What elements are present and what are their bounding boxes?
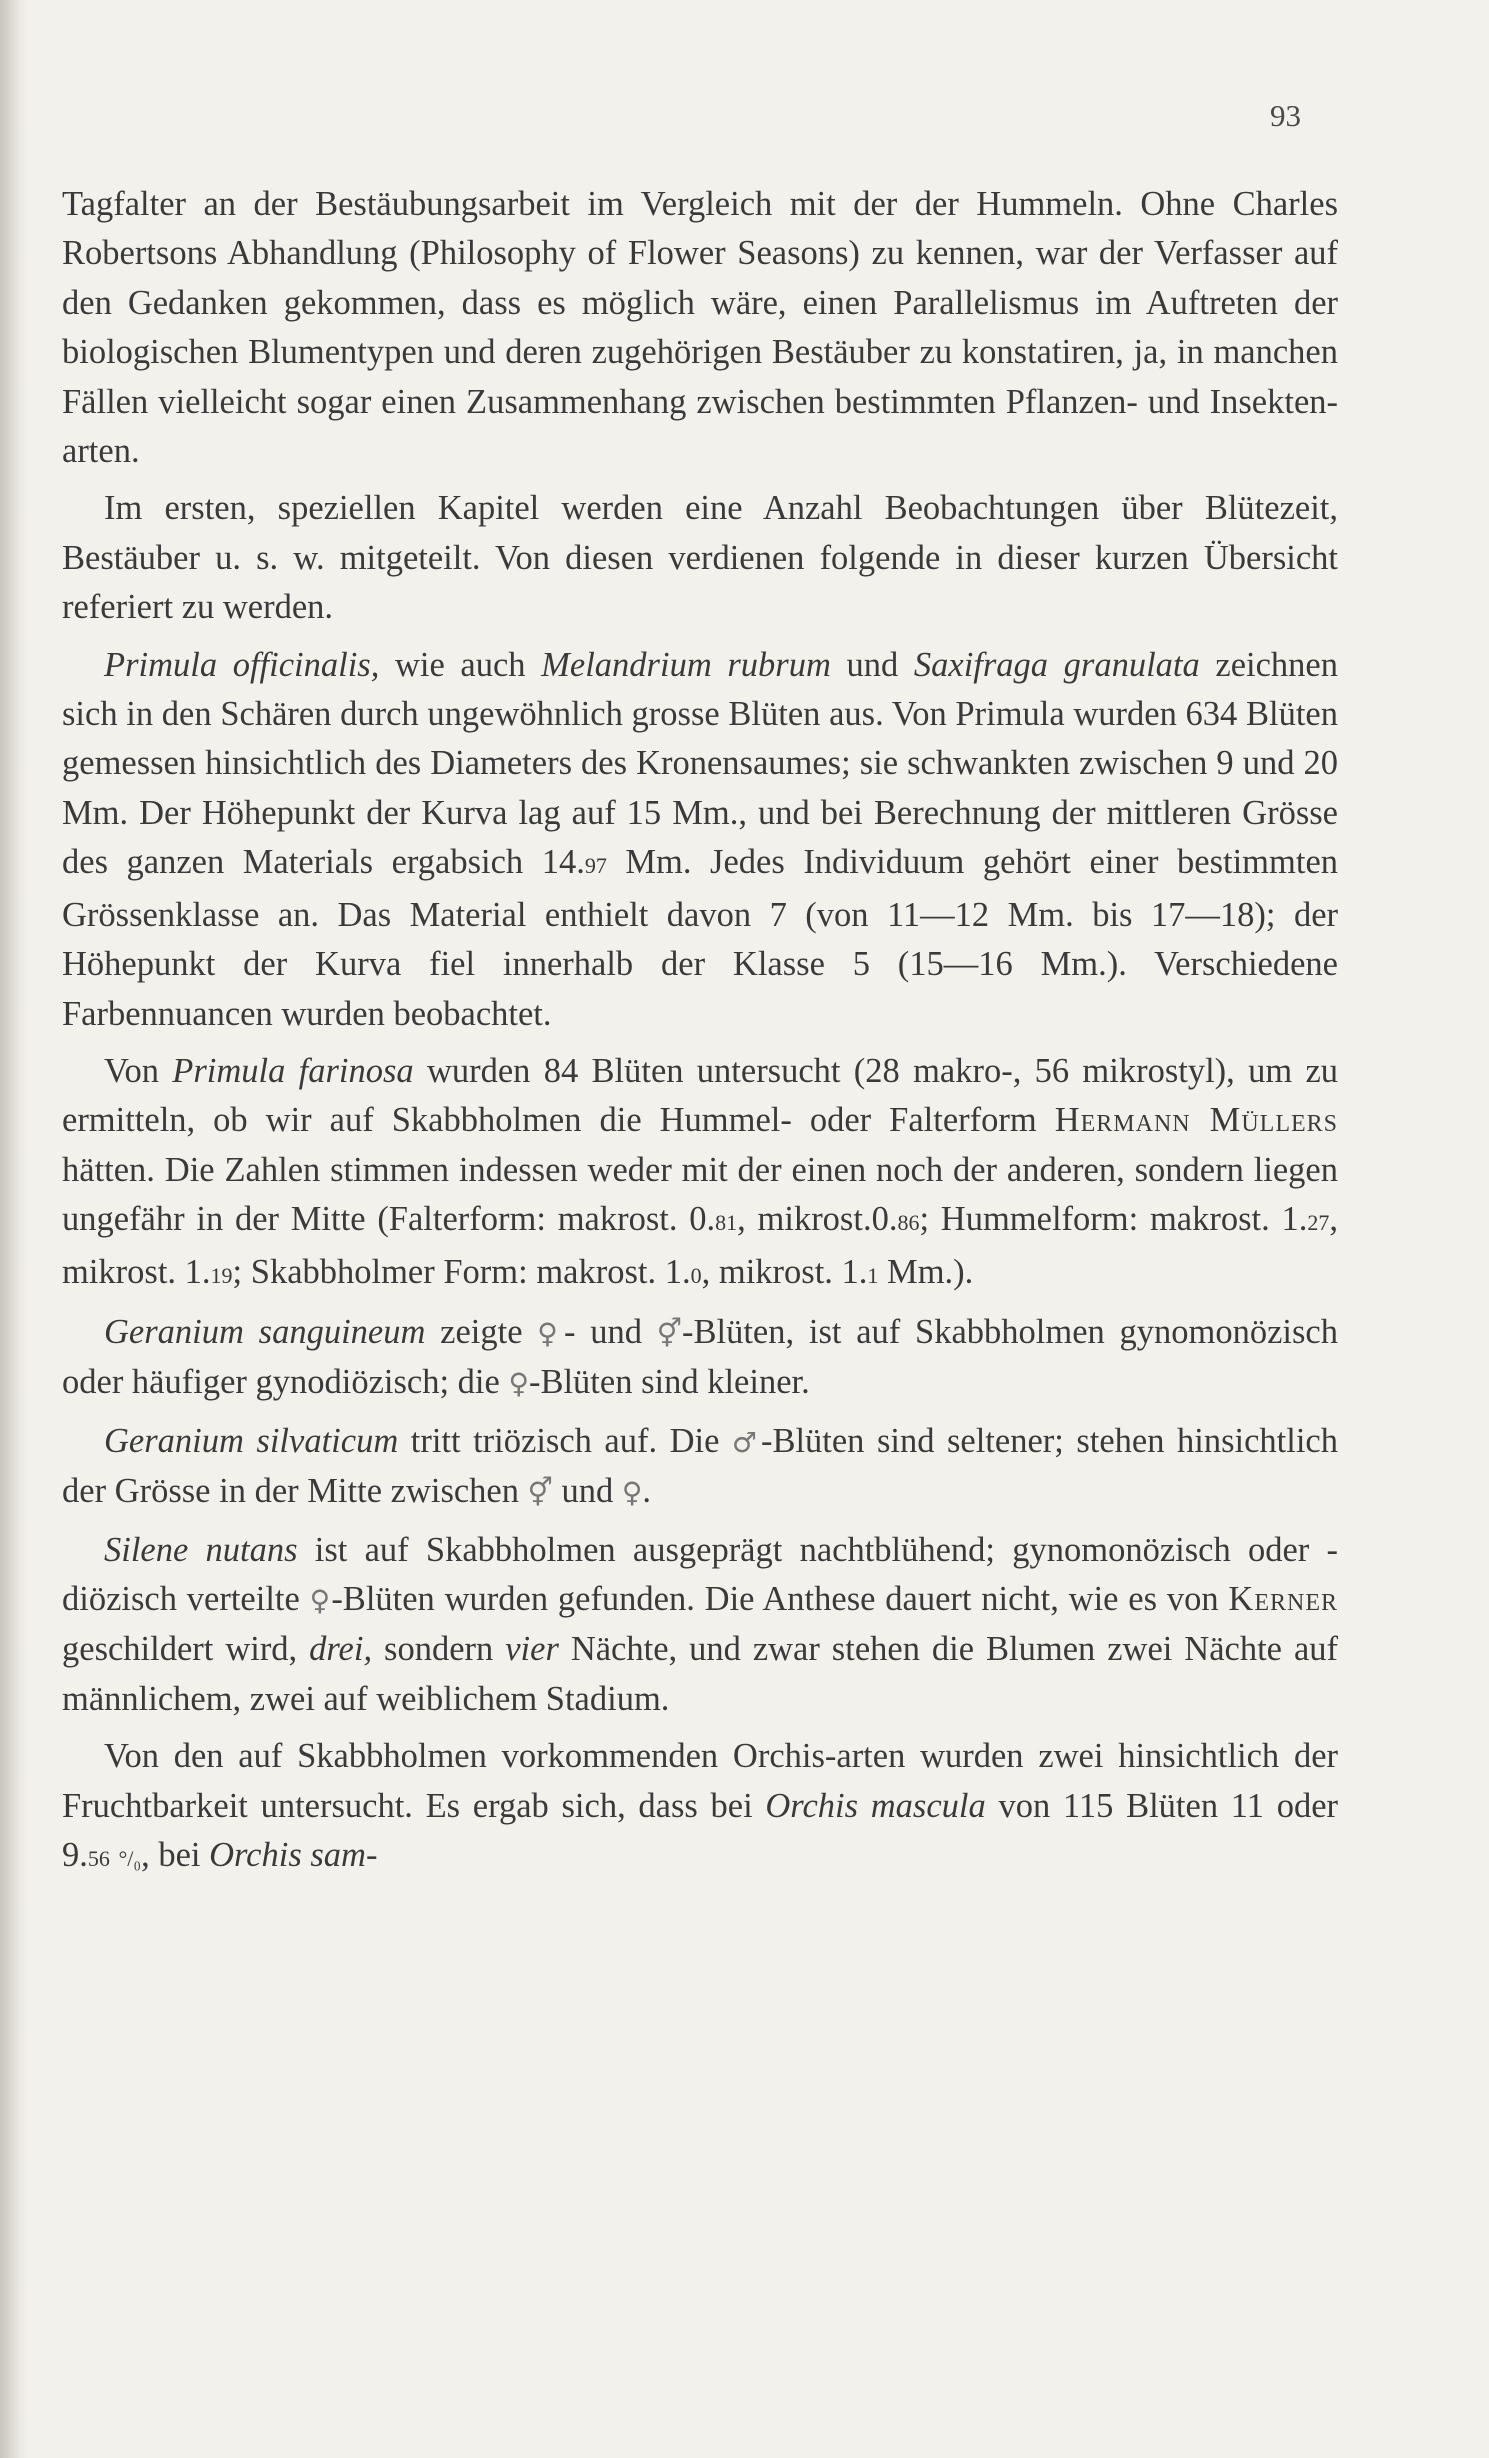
paragraph-5	[62, 1308, 1338, 1409]
paragraph-4	[62, 1047, 1338, 1300]
text-run: und	[830, 645, 914, 684]
text-run: -Blüten sind kleiner.	[528, 1363, 810, 1402]
female-symbol-icon: ♀	[621, 1476, 643, 1510]
text-run: Mm.).	[878, 1252, 974, 1291]
text-run: zeigte	[425, 1312, 538, 1351]
text-run: zeichnen sich in den Schären durch ungewöhnlich grosse Blüten aus. Von Primula wurden 634 Blüten gemessen hinsichtlich des Diameters des Kronensaumes; sie schwankten zwischen 9 und 20 Mm. Der Höhepunkt der Kurva lag auf 15 Mm., und bei Berechnung der mittleren Grösse des ganzen Materials ergabsich 14.	[62, 645, 1338, 882]
text-run: , mikrost. 1.	[701, 1252, 868, 1291]
decimal-digits: 19	[210, 1262, 233, 1288]
male-symbol-icon: ♂	[731, 1425, 761, 1459]
text-run: geschildert wird,	[62, 1630, 310, 1669]
female-symbol-icon: ♀	[537, 1316, 564, 1350]
text-run: , bei	[141, 1836, 210, 1874]
text-run: Von	[104, 1051, 173, 1090]
decimal-digits: 56	[87, 1846, 110, 1871]
paragraph-8	[62, 1732, 1338, 1883]
female-symbol-icon: ♀	[309, 1583, 332, 1617]
text-run: Mm. Jedes Individuum gehört einer bestimmten Grössenklasse an. Das Material enthielt davon 7 (von 11—12 Mm. bis 17—18); der Höhepunkt der Kurva fiel innerhalb der Klasse 5 (15—16 Mm.). Verschiedene Farbennuancen wurden beobachtet.	[62, 843, 1339, 1033]
species-name: Saxifraga granulata	[913, 645, 1200, 684]
body-text	[62, 180, 1338, 1891]
paragraph-2: Im ersten, speziellen Kapitel werden eine Anzahl Beobachtungen über Blütezeit, Bestäuber u. s. w. mitgeteilt. Von diesen verdienen folgende in dieser kurzen Übersicht referiert zu werden.	[62, 489, 1338, 627]
species-name: Orchis mascula	[765, 1786, 986, 1825]
text-run	[110, 1836, 119, 1874]
text-run: Nächte, und zwar stehen die Blumen zwei Nächte auf männlichem, zwei auf weiblichem Stadium.	[62, 1630, 1338, 1718]
emphasis: drei,	[309, 1630, 373, 1669]
species-name: Geranium silvaticum	[104, 1421, 399, 1460]
paragraph-1: Tagfalter an der Bestäubungsarbeit im Vergleich mit der der Hummeln. Ohne Charles Robertsons Abhandlung (Philosophy of Flower Seasons) zu kennen, war der Verfasser auf den Gedanken gekommen, dass es möglich wäre, einen Parallelismus im Auftreten der biologischen Blumentypen und deren zugehörigen Bestäuber zu konstatiren, ja, in manchen Fällen vielleicht sogar einen Zusammenhang zwischen bestimmten Pflanzen- und Insekten-arten.	[62, 185, 1338, 471]
female-symbol-icon: ♀	[508, 1367, 529, 1401]
text-run: wie auch	[379, 645, 542, 684]
text-run: - und	[563, 1312, 657, 1351]
per-mille-sign: °/₀	[118, 1846, 142, 1871]
paragraph-7	[62, 1526, 1338, 1725]
hermaphrodite-symbol-icon: ⚥	[656, 1316, 682, 1350]
text-run: ; Skabbholmer Form: makrost. 1.	[232, 1252, 691, 1291]
decimal-digits: 0	[690, 1262, 702, 1288]
text-run: wurden 84 Blüten untersucht (28 makro-, 56 mikrostyl), um zu ermitteln, ob wir auf Skabbholmen die Hummel- oder Falterform	[62, 1051, 1339, 1140]
species-name: Geranium sanguineum	[104, 1312, 426, 1351]
author-name: Kerner	[1228, 1579, 1338, 1618]
text-run: hätten. Die Zahlen stimmen indessen weder mit der einen noch der anderen, sondern liegen ungefähr in der Mitte (Falterform: makrost. 0.	[62, 1150, 1338, 1239]
text-run: ; Hummelform: makrost. 1.	[919, 1200, 1308, 1239]
text-run: und	[552, 1472, 622, 1511]
author-name: Hermann Müllers	[1054, 1101, 1338, 1140]
text-run: ist auf Skabbholmen ausgeprägt nachtblühend; gynomonözisch oder -diözisch verteilte	[62, 1530, 1338, 1618]
decimal-digits: 97	[584, 853, 607, 879]
decimal-digits: 27	[1307, 1210, 1330, 1236]
text-run: von 115 Blüten 11 oder 9.	[62, 1786, 1338, 1874]
emphasis: vier	[505, 1630, 559, 1669]
species-name: Silene nutans	[104, 1530, 298, 1569]
decimal-digits: 81	[715, 1210, 738, 1236]
text-run: -Blüten, ist auf Skabbholmen gynomonözisch oder häufiger gynodiözisch; die	[62, 1312, 1338, 1402]
text-run: , mikrost. 1.	[62, 1200, 1339, 1291]
text-run: Von den auf Skabbholmen vorkommenden Orchis-arten wurden zwei hinsichtlich der Fruchtbarkeit untersucht. Es ergab sich, dass bei	[62, 1737, 1338, 1825]
species-name: Orchis sam-	[209, 1836, 378, 1874]
species-name: Primula officinalis,	[104, 645, 380, 684]
paragraph-6	[62, 1417, 1338, 1518]
page-edge-shadow	[0, 0, 28, 2458]
page-number: 93	[1270, 98, 1301, 133]
text-run: sondern	[372, 1630, 506, 1669]
text-run: -Blüten wurden gefunden. Die Anthese dauert nicht, wie es von	[331, 1579, 1229, 1618]
species-name: Melandrium rubrum	[541, 645, 831, 684]
text-run: -Blüten sind seltener; stehen hinsichtlich der Grösse in der Mitte zwischen	[62, 1421, 1338, 1511]
species-name: Primula farinosa	[172, 1051, 414, 1090]
text-run: , mikrost.0.	[737, 1200, 898, 1239]
decimal-digits: 1	[867, 1262, 879, 1288]
paragraph-3	[62, 641, 1338, 1039]
text-run: .	[642, 1472, 652, 1511]
text-run: tritt triözisch auf. Die	[398, 1421, 732, 1460]
decimal-digits: 86	[897, 1210, 920, 1236]
hermaphrodite-symbol-icon: ⚥	[527, 1476, 553, 1510]
